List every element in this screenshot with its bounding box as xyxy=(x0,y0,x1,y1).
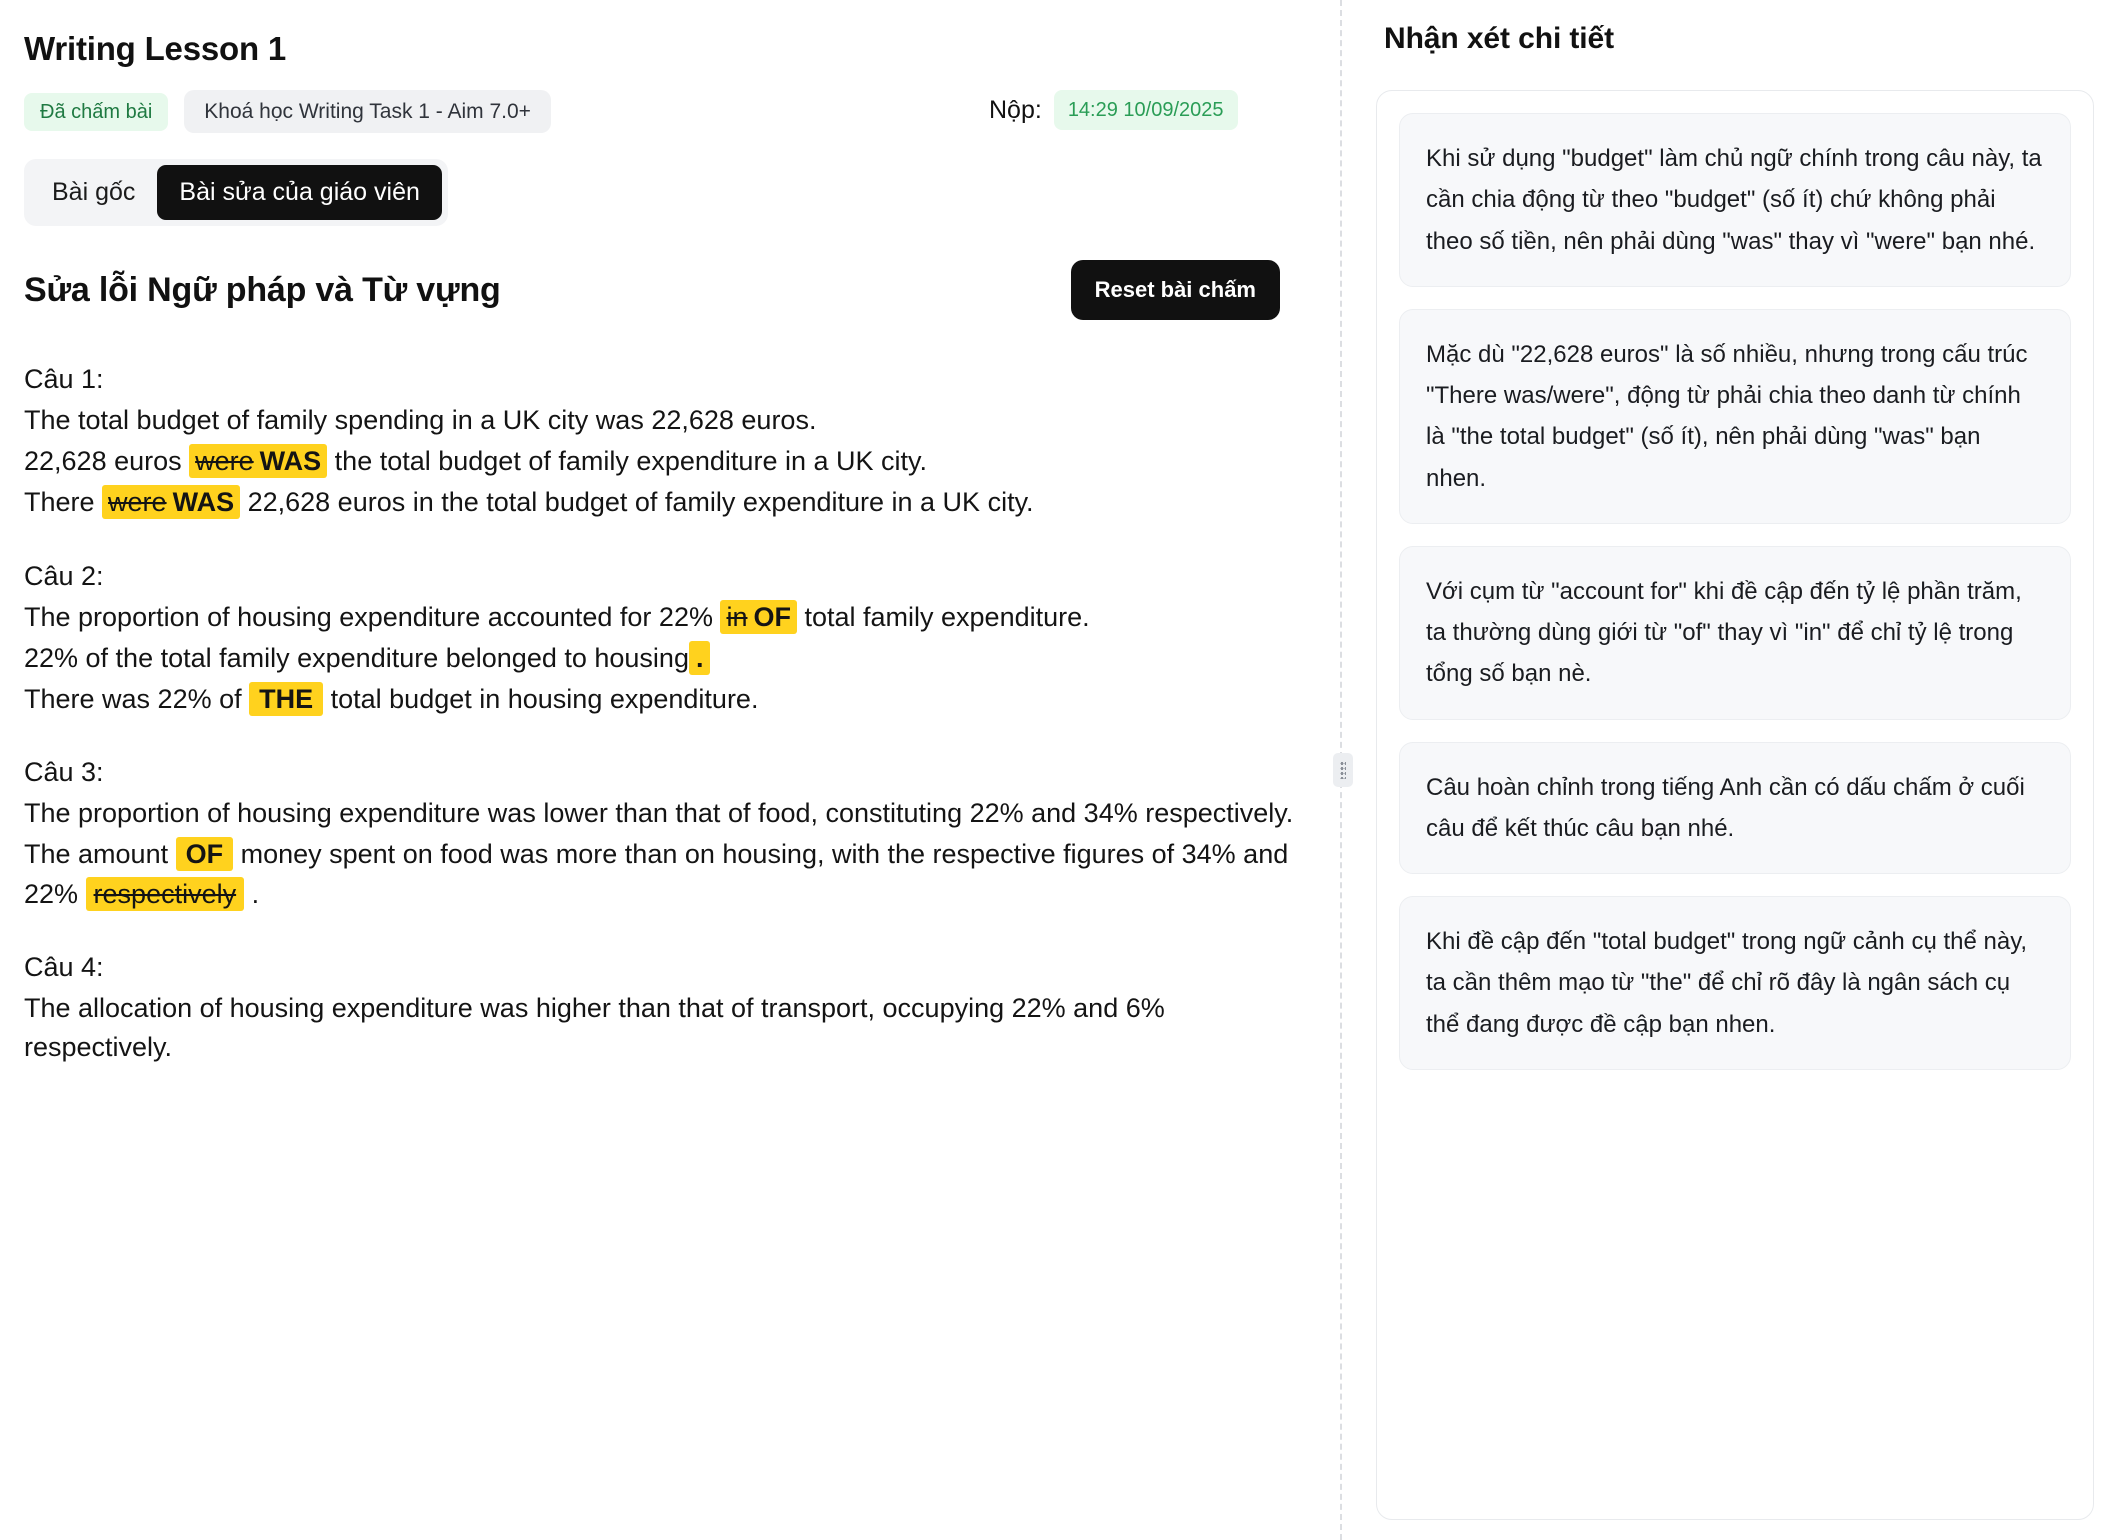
correction-insert[interactable]: THE xyxy=(249,682,323,716)
page-title: Writing Lesson 1 xyxy=(24,30,287,67)
comments-list[interactable] xyxy=(1376,90,2094,1520)
comments-title: Nhận xét chi tiết xyxy=(1384,22,1615,55)
comment-card[interactable]: Với cụm từ "account for" khi đề cập đến tỷ lệ phần trăm, ta thường dùng giới từ "of" thay vì "in" để chỉ tỷ lệ trong tổng số bạn nè. xyxy=(1399,546,2071,720)
original-text: in xyxy=(726,601,748,632)
question-label: Câu 3: xyxy=(24,757,104,788)
status-badge: Đã chấm bài xyxy=(24,93,168,131)
question-label: Câu 4: xyxy=(24,951,104,982)
corrected-essay-content xyxy=(24,360,1300,1067)
question-block xyxy=(24,360,1300,523)
corrected-text: WAS xyxy=(172,487,235,518)
section-title: Sửa lỗi Ngữ pháp và Từ vựng xyxy=(24,270,501,309)
meta-row xyxy=(24,90,1300,133)
essay-line: 22,628 euros were WAS the total budget of family expenditure in a UK city. xyxy=(24,446,927,477)
tab-original-essay[interactable]: Bài gốc xyxy=(30,165,157,220)
question-label: Câu 1: xyxy=(24,364,104,394)
section-header xyxy=(24,260,1300,320)
version-toggle-group xyxy=(24,159,448,226)
essay-line: There were WAS 22,628 euros in the total budget of family expenditure in a UK city. xyxy=(24,487,1034,518)
corrected-text: OF xyxy=(753,601,791,632)
pane-resize-handle[interactable] xyxy=(1333,753,1353,787)
corrected-text: WAS xyxy=(259,446,322,477)
question-block xyxy=(24,753,1300,914)
question-label: Câu 2: xyxy=(24,560,104,591)
correction-replace[interactable] xyxy=(189,444,327,478)
tab-teacher-corrected[interactable]: Bài sửa của giáo viên xyxy=(157,165,442,220)
essay-line: The allocation of housing expenditure was higher than that of transport, occupying 22% and 6% respectively. xyxy=(24,992,1165,1062)
correction-delete[interactable]: respectively xyxy=(86,877,245,911)
reset-grading-button[interactable]: Reset bài chấm xyxy=(1071,260,1280,320)
comment-card[interactable]: Khi sử dụng "budget" làm chủ ngữ chính trong câu này, ta cần chia động từ theo "budget" (số ít) chứ không phải theo số tiền, nên phải dùng "was" thay vì "were" bạn nhé. xyxy=(1399,113,2071,287)
comment-card[interactable]: Mặc dù "22,628 euros" là số nhiều, nhưng trong cấu trúc "There was/were", động từ phải chia theo danh từ chính là "the total budget" (số ít), nên phải dùng "was" bạn nhen. xyxy=(1399,309,2071,524)
comment-card[interactable]: Khi đề cập đến "total budget" trong ngữ cảnh cụ thể này, ta cần thêm mạo từ "the" để chỉ rõ đây là ngân sách cụ thể đang được đề cập bạn nhen. xyxy=(1399,896,2071,1070)
question-block xyxy=(24,557,1300,720)
essay-line: The amount OF money spent on food was more than on housing, with the respective figures of 34% and 22% respectively . xyxy=(24,839,1289,909)
comment-card[interactable]: Câu hoàn chỉnh trong tiếng Anh cần có dấu chấm ở cuối câu để kết thúc câu bạn nhé. xyxy=(1399,742,2071,875)
essay-line: There was 22% of THE total budget in housing expenditure. xyxy=(24,683,759,714)
essay-line: The total budget of family spending in a UK city was 22,628 euros. xyxy=(24,405,817,436)
essay-line: The proportion of housing expenditure was lower than that of food, constituting 22% and 34% respectively. xyxy=(24,798,1294,829)
grip-dots-icon xyxy=(1340,761,1346,779)
course-badge[interactable]: Khoá học Writing Task 1 - Aim 7.0+ xyxy=(184,90,551,133)
question-block xyxy=(24,948,1300,1067)
pane-divider xyxy=(1340,0,1342,1540)
submit-info xyxy=(989,90,1238,130)
submit-label: Nộp: xyxy=(989,95,1042,124)
submit-timestamp: 14:29 10/09/2025 xyxy=(1054,90,1238,130)
essay-line: The proportion of housing expenditure accounted for 22% in OF total family expenditure. xyxy=(24,601,1090,632)
correction-insert[interactable]: OF xyxy=(176,837,234,871)
correction-insert[interactable]: . xyxy=(689,641,711,675)
correction-replace[interactable] xyxy=(720,600,797,634)
original-text: were xyxy=(195,446,254,477)
correction-replace[interactable] xyxy=(102,485,240,519)
comments-pane xyxy=(1342,0,2128,1540)
original-text: were xyxy=(108,487,167,518)
essay-line: 22% of the total family expenditure belonged to housing . xyxy=(24,639,1300,678)
